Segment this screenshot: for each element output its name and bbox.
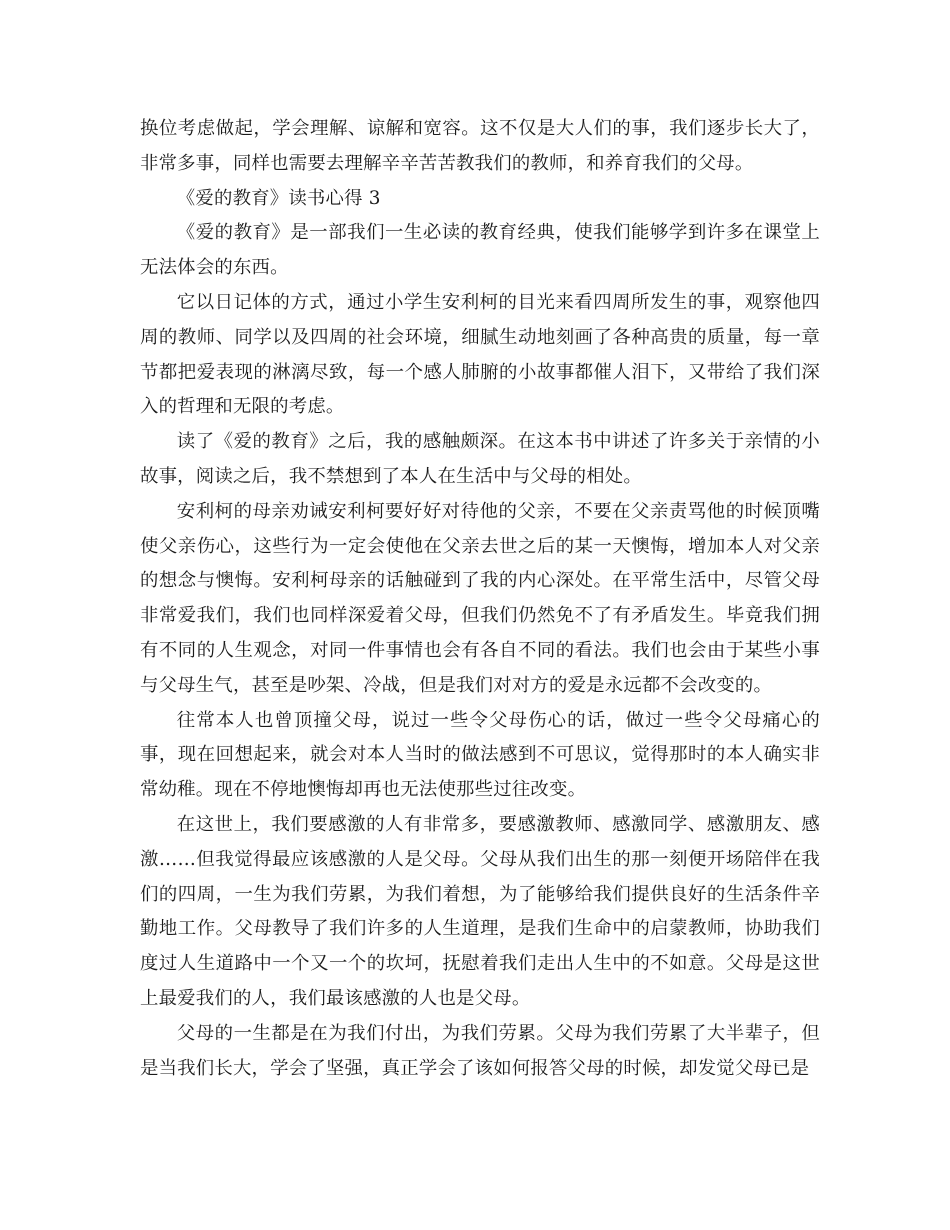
paragraph-intro: 《爱的教育》是一部我们一生必读的教育经典，使我们能够学到许多在课堂上无法体会的东西。: [140, 222, 820, 279]
section-heading: 《爱的教育》读书心得 3: [176, 187, 381, 209]
paragraph-gratitude: 在这世上，我们要感激的人有非常多，要感激教师、感激同学、感激朋友、感激……但我觉得最应该感激的人是父母。父母从我们出生的那一刻便开场陪伴在我们的四周，一生为我们劳累，为我们着想，为了能够给我们提供良好的生活条件辛勤地工作。父母教导了我们许多的人生道理，是我们生命中的启蒙教师，协助我们度过人生道路中一个又一个的坎坷，抚慰着我们走出人生中的不如意。父母是这世上最爱我们的人，我们最该感激的人也是父母。: [140, 813, 820, 1009]
paragraph-diary-style: 它以日记体的方式，通过小学生安利柯的目光来看四周所发生的事，观察他四周的教师、同学以及四周的社会环境，细腻生动地刻画了各种高贵的质量，每一章节都把爱表现的淋漓尽致，每一个感人肺腑的小故事都催人泪下，又带给了我们深入的哲理和无限的考虑。: [140, 291, 820, 418]
document-body: [140, 112, 820, 1086]
paragraph-regret: 往常本人也曾顶撞父母，说过一些令父母伤心的话，做过一些令父母痛心的事，现在回想起来，就会对本人当时的做法感到不可思议，觉得那时的本人确实非常幼稚。现在不停地懊悔却再也无法使那些过往改变。: [140, 709, 820, 801]
paragraph-mother-advice: 安利柯的母亲劝诫安利柯要好好对待他的父亲，不要在父亲责骂他的时候顶嘴使父亲伤心，这些行为一定会使他在父亲去世之后的某一天懊悔，增加本人对父亲的想念与懊悔。安利柯母亲的话触碰到了我的内心深处。在平常生活中，尽管父母非常爱我们，我们也同样深爱着父母，但我们仍然免不了有矛盾发生。毕竟我们拥有不同的人生观念，对同一件事情也会有各自不同的看法。我们也会由于某些小事与父母生气，甚至是吵架、冷战，但是我们对对方的爱是永远都不会改变的。: [140, 500, 820, 696]
paragraph-reflection: 读了《爱的教育》之后，我的感触颇深。在这本书中讲述了许多关于亲情的小故事，阅读之后，我不禁想到了本人在生活中与父母的相处。: [140, 431, 820, 487]
paragraph-parents-sacrifice: 父母的一生都是在为我们付出，为我们劳累。父母为我们劳累了大半辈子，但是当我们长大，学会了坚强，真正学会了该如何报答父母的时候，却发觉父母已是: [140, 1022, 820, 1079]
paragraph-continuation: 换位考虑做起，学会理解、谅解和宽容。这不仅是大人们的事，我们逐步长大了，非常多事，同样也需要去理解辛辛苦苦教我们的教师，和养育我们的父母。: [140, 118, 820, 174]
